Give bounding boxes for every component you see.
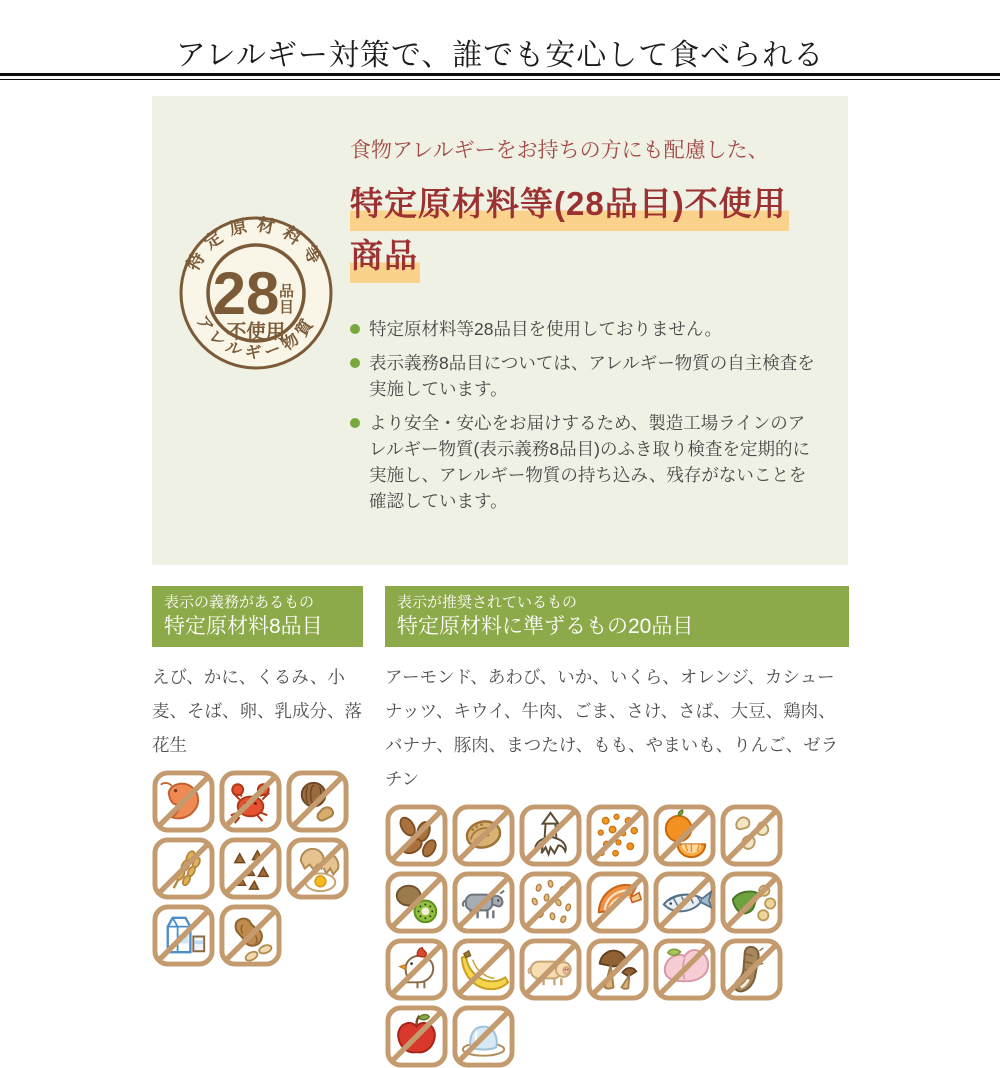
stamp-not-used: 不使用	[226, 321, 286, 343]
mandatory-allergens-list: えび、かに、くるみ、小麦、そば、卵、乳成分、落花生	[152, 667, 362, 755]
no-salmon-icon	[586, 871, 649, 934]
no-orange-icon	[653, 804, 716, 867]
no-milk-icon	[152, 904, 215, 967]
no-squid-icon	[519, 804, 582, 867]
mandatory-allergens-header	[152, 586, 363, 647]
no-chicken-icon	[385, 938, 448, 1001]
no-gelatin-icon	[452, 1005, 515, 1068]
panel-body	[350, 136, 818, 522]
stamp-arc-top-text: 特定原材料等	[182, 215, 330, 275]
no-abalone-icon	[452, 804, 515, 867]
title-divider	[0, 73, 1000, 80]
stamp-graphic	[178, 215, 334, 371]
no-peach-icon	[653, 938, 716, 1001]
no-soybean-icon	[720, 871, 783, 934]
panel-point-1: 特定原材料等28品目を使用しておりません。	[350, 316, 818, 342]
no-shrimp-icon	[152, 770, 215, 833]
allergen-free-28-stamp	[178, 215, 334, 371]
panel-point-2: 表示義務8品目については、アレルギー物質の自主検査を実施しています。	[350, 350, 818, 402]
no-mackerel-icon	[653, 871, 716, 934]
recommended-allergens-column	[385, 586, 849, 1068]
no-buckwheat-icon	[219, 837, 282, 900]
stamp-number: 28	[212, 260, 280, 327]
recommended-allergens-header	[385, 586, 849, 647]
no-walnut-icon	[286, 770, 349, 833]
mandatory-allergens-icon-grid	[152, 770, 363, 967]
no-sesame-icon	[519, 871, 582, 934]
mandatory-allergens-column	[152, 586, 363, 967]
no-peanut-icon	[219, 904, 282, 967]
no-beef-icon	[452, 871, 515, 934]
no-matsutake-icon	[586, 938, 649, 1001]
panel-headline-highlight: 特定原材料等(28品目)不使用商品	[350, 185, 789, 283]
panel-points	[350, 316, 818, 514]
recommended-allergens-icon-grid	[385, 804, 849, 1068]
panel-point-3: より安全・安心をお届けするため、製造工場ラインのアレルギー物質(表示義務8品目)のふき取り検査を定期的に実施し、アレルギー物質の持ち込み、残存がないことを確認しています。	[350, 410, 818, 514]
no-almond-icon	[385, 804, 448, 867]
recommended-allergens-header-main: 特定原材料に準ずるもの20品目	[397, 615, 694, 638]
mandatory-allergens-header-sub: 表示の義務があるもの	[164, 594, 315, 611]
no-yam-icon	[720, 938, 783, 1001]
stamp-unit-char-1: 品	[279, 283, 295, 300]
no-egg-icon	[286, 837, 349, 900]
no-salmon-roe-icon	[586, 804, 649, 867]
panel-headline	[350, 178, 818, 282]
no-kiwi-icon	[385, 871, 448, 934]
no-crab-icon	[219, 770, 282, 833]
allergy-info-panel	[152, 96, 848, 565]
recommended-allergens-list: アーモンド、あわび、いか、いくら、オレンジ、カシューナッツ、キウイ、牛肉、ごま、さけ、さば、大豆、鶏肉、バナナ、豚肉、まつたけ、もも、やまいも、りんご、ゼラチン	[385, 667, 839, 789]
mandatory-allergens-header-main: 特定原材料8品目	[164, 615, 323, 638]
stamp-unit-char-2: 目	[279, 299, 295, 316]
panel-intro: 食物アレルギーをお持ちの方にも配慮した、	[350, 139, 769, 162]
no-apple-icon	[385, 1005, 448, 1068]
stamp-arc-bottom-text: アレルギー物質	[192, 312, 320, 363]
no-wheat-icon	[152, 837, 215, 900]
page-title: アレルギー対策で、誰でも安心して食べられる	[175, 39, 825, 73]
no-pork-icon	[519, 938, 582, 1001]
no-cashew-icon	[720, 804, 783, 867]
no-banana-icon	[452, 938, 515, 1001]
recommended-allergens-header-sub: 表示が推奨されているもの	[397, 594, 578, 611]
